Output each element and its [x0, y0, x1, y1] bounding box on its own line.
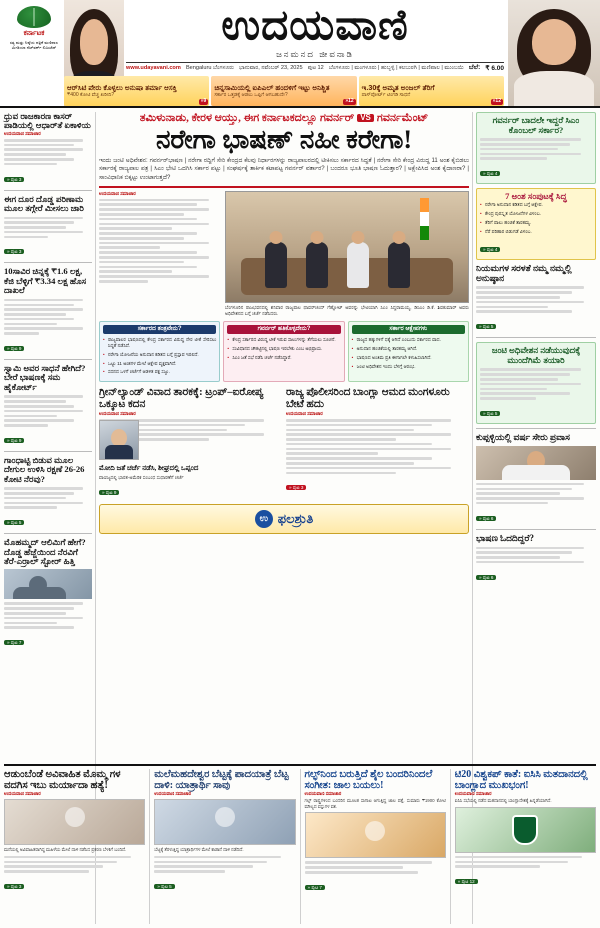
- promo-sub: ₹400 ಕೋಟಿ ವೆಚ್ಚ ಖರೀದಿ?: [67, 91, 115, 98]
- continued-flag[interactable]: » ಪುಟ 12: [455, 879, 478, 884]
- lead-deck: ಇಂದು ಜಂಟಿ ಅಧಿವೇಶನ: ಗವರ್ನರ್‌ಭಾಷಣ | ನರೇಗಾ ರದ್ದಿಗೆ ಸೇರಿ ಕೇಂದ್ರದ ಕೆಲವು ನಿರ್ಧಾರಗಳನ್ನು ರಾಜ್ಯಪಾಲರದಲ್ಲಿ ಟೀಕಿಸಲು ಸರ್ಕಾರದ ಸಿದ್ಧತೆ | ನರೇಗಾ ಸೇರಿ ಕೇಂದ್ರ ವಿರುದ್ಧ 11 ಅಂಶ ಕೈಬಿಡಲು ಸರ್ಕಾರಕ್ಕೆ ರಾಜ್ಯಪಾಲ ಪತ್ರ | ಸಿಎಂ ಭೇಟಿ ಒದಗಿಸಿ ಸರ್ಕಾರ ಪಟ್ಟು | ಸಂಘರ್ಷಕ್ಕೆ ತಾರ್ಕಿಕ ಕಟಾಪಟ್ಟ ಗವರ್ನರ್ ವರ್ತಾರ? | ಬಂದರೂ ಭೂತಿ ಭಾಷಣ ಓದುತ್ತಾರ? | ಅಕ್ಷೇಪಿಸಿದ ಅಂಶ ಕೈದಾಣರಾ? | ಸಾಂವಿಧಾನಿಕ ಬಿಕ್ಕಟ್ಟು ಉಂಟಾಗುತ್ತದೆ?: [99, 158, 469, 181]
- promo-card-3[interactable]: [359, 76, 504, 106]
- portrait-photo: [99, 420, 139, 460]
- masthead: [0, 0, 600, 108]
- story-headline: ಮೊಹಮ್ಮದ್ ಆಲಿಮಿಗೆ ಹೇಗೆ? ದೊಡ್ಡ ಹೆಜ್ಜೆಯಿಂದ ನೆರವಿಗೆ ತೆರೆ-ಎರ್ರಾಲ್ ಸ್ಟೋರ್ ಹಿತ್ತಿ: [4, 537, 86, 567]
- secondary-story-left[interactable]: [99, 387, 282, 498]
- story-headline: ರಾಜ್ಯ ಪೊಲೀಸರಿಂದ ಬಾಂಗ್ಲಾ ಆಮದ ಮಂಗಳೂರು ಬೇಟೆ ಹದು: [286, 387, 450, 411]
- right-box-2[interactable]: [476, 112, 596, 184]
- continued-flag[interactable]: » ಪುಟ 9: [99, 490, 119, 495]
- story-headline: ಗಾಂಧಾಟ್ಟಿ ಬಿಡುವ ಮೂಲ ದೇಗುಲ ಉಳಿಸಿ ರಕ್ಷಣೆ 26-26 ಕೋಟಿ ನೆರವು?: [4, 454, 85, 484]
- box-bullet: • ಅನುದಾನ ಹಂಚಿಕೆಯಲ್ಲಿ ತಾರತಮ್ಯ ಆಗಿದೆ.: [352, 346, 465, 352]
- story-subheadline: ಮೋದಿ ಜತೆ ಚರ್ಚೆ ನಡೆಸಿ, ಶೀಘ್ರದಲ್ಲಿ ಒಪ್ಪಂದ: [99, 463, 199, 472]
- lead-kicker-left: ತಮಿಳುನಾಡು, ಕೇರಳ ಆಯ್ತು, ಈಗ ಕರ್ನಾಟಕದಲ್ಲೂ ಗವರ್ನರ್: [139, 112, 355, 124]
- promo-sub: ಪಾಸ್‌ಪೋರ್ಟ್ ಟಿಂಗಡಿ ಸಾಧನೆ: [361, 91, 411, 98]
- publication-date: ಭಾನುವಾರ, ನವೆಂಬರ್ 23, 2025: [239, 64, 303, 71]
- story-byline: ಉದಯವಾಣಿ ಸಮಾಚಾರ: [454, 791, 492, 796]
- masthead-meta: [126, 64, 504, 72]
- vs-badge: VS: [357, 114, 374, 123]
- column-rule: [300, 769, 301, 924]
- page-count: ಪುಟ 12: [307, 64, 324, 71]
- right-box-1[interactable]: [476, 188, 596, 260]
- continued-flag[interactable]: » ಪುಟ 9: [4, 438, 24, 443]
- story-byline: ಉದಯವಾಣಿ ಸಮಾಚಾರ: [304, 791, 342, 796]
- promo-page-flag[interactable]: »9: [200, 98, 207, 105]
- analysis-boxes: [99, 321, 469, 383]
- edition-label: Bengaluru ಬೆಂಗಳೂರು: [185, 64, 234, 71]
- story-note: ಐಸಿಸಿ ಸಭೆಯಲ್ಲಿ ನಡೆದ ಮತದಾನದಲ್ಲಿ ಬಾಂಗ್ಲಾದೇಶಕ್ಕೆ ಹಿನ್ನಡೆಯಾಗಿದೆ.: [454, 798, 552, 803]
- box-bullet: • ಕೇಂದ್ರ ಸರ್ಕಾರದ ವಿರುದ್ಧ ಟೀಕೆ ಇರುವ ಸಾಲುಗಳನ್ನು ತೆಗೆಯಲು ಸೂಚನೆ.: [227, 337, 340, 343]
- box-bullet: • ಭಾಷಣದ ಅಂತಿಮ ಪ್ರತಿ ಈಗಾಗಲೇ ಕಳುಹಿಸಲಾಗಿದೆ.: [352, 355, 465, 361]
- left-story-3[interactable]: [4, 267, 92, 355]
- paper-title: ಉದಯವಾಣಿ: [221, 3, 409, 49]
- left-story-5[interactable]: [4, 456, 92, 529]
- box-bullet: • ನರೇಗಾ ಯೋಜನೆಯ ಅನುದಾನ ಕಡಿತದ ಬಗ್ಗೆ ಪ್ರಸ್ತಾಪ ಇರಲಿದೆ.: [103, 352, 216, 358]
- leaf-icon: [17, 6, 51, 28]
- bottom-stories-row: [4, 764, 596, 924]
- lead-kicker-right: ಗವರ್ನಮೆಂಟ್: [376, 112, 429, 124]
- box-title: ಸರ್ಕಾರದ ತಂತ್ರವೇನು?: [103, 325, 216, 334]
- story-photo: [154, 799, 295, 845]
- story-headline: ಧ್ರುವ ರಾಜಕಾರಣ ಕಾಸರ್ ಪಾಡಿಯಲ್ಲಿ ಆಧಾರ್‌ತೆ ಏಕಾಳಿಯ: [4, 111, 91, 131]
- divider: [4, 262, 92, 263]
- publisher-logo: [6, 6, 62, 68]
- box-bullet: • ಕೇಂದ್ರ ಪುರಸ್ಕೃತ ಯೋಜನೆಗಳ ವಿಳಂಬ.: [480, 211, 592, 217]
- box-title: 7 ಅಂಶ ಸಂಪುಟಕ್ಕೆ ಸಿದ್ಧ: [505, 191, 567, 202]
- divider: [476, 529, 596, 530]
- bottom-story-2[interactable]: [154, 769, 295, 924]
- divider: [4, 359, 92, 360]
- box-bullet: • ರಾಜ್ಯದ ಹಕ್ಕುಗಳಿಗೆ ಧಕ್ಕೆ ಆಗಿದೆ ಎಂಬುದು ಸರ್ಕಾರದ ವಾದ.: [352, 337, 465, 343]
- divider: [476, 428, 596, 429]
- story-note: ಗಲ್ಫ್ ರಾಷ್ಟ್ರಗಳಿಂದ ಬಂದರಿನ ಮೂಲಕ ಸಾಗಾಟ ಆಗುತ್ತಿದ್ದ ಜಾಲ ಪತ್ತೆ. ಸುಮಾರು ₹1900 ಕೋಟಿ ಮೌಲ್ಯದ ವಸ್ತುಗಳ ವಶ.: [304, 798, 446, 809]
- logo-state-label: ಕರ್ನಾಟಕ: [23, 30, 45, 37]
- continued-flag[interactable]: » ಪುಟ 4: [480, 171, 500, 176]
- divider: [476, 337, 596, 338]
- lead-kicker: [99, 112, 469, 124]
- left-story-6[interactable]: [4, 538, 92, 649]
- divider: [4, 451, 92, 452]
- udayavani-logo-icon: ಉ: [255, 510, 273, 528]
- right-story-3[interactable]: [476, 264, 596, 333]
- story-body: [4, 602, 92, 629]
- story-body: [4, 217, 92, 239]
- story-byline: ಉದಯವಾಣಿ ಸಮಾಚಾರ: [4, 791, 41, 796]
- box-title: ಗವರ್ನರ್ ಹತಿಕೊಳ್ಳದೇನು?: [227, 325, 340, 334]
- story-byline: ಉದಯವಾಣಿ ಸಮಾಚಾರ: [286, 410, 323, 416]
- edition-cities: ಬೆಂಗಳೂರು | ಮಂಗಳೂರು | ಹುಬ್ಬಳ್ಳಿ | ಕಲಬುರಗಿ | ಮಣಿಪಾಲ | ಮುಂಬಯಿ: [328, 64, 464, 71]
- story-photo: [4, 569, 92, 599]
- red-separator: [99, 186, 469, 188]
- promo-page-flag[interactable]: »12: [345, 98, 354, 105]
- continued-flag[interactable]: » ಪುಟ 3: [286, 485, 306, 490]
- box-title: ಜಂಟಿ ಅಧಿವೇಶನ ನಡೆಯುವುದಕ್ಕೆ ಮುಂದೆಗಿಮೆ ತಯಾರಿ: [491, 345, 581, 365]
- story-note: ವಾಣಿಜ್ಯದಲ್ಲಿ ಭಾರತ-ಅಮೆರಿಕ ಸಂಬಂಧ ಸುಧಾರಣೆಗೆ ಚರ್ಚೆ: [99, 474, 184, 480]
- secondary-stories: [99, 387, 469, 498]
- story-byline: ಉದಯವಾಣಿ ಸಮಾಚಾರ: [4, 130, 41, 136]
- continued-flag[interactable]: » ಪುಟ 3: [4, 177, 24, 182]
- promo-card-1[interactable]: [64, 76, 209, 106]
- continued-flag[interactable]: » ಪುಟ 9: [4, 346, 24, 351]
- box-bullet: • ನೆರೆ ಪರಿಹಾರ ಬಿಡುಗಡೆ ವಿಳಂಬ.: [480, 229, 592, 235]
- brand-promo-strip[interactable]: [99, 504, 469, 534]
- promo-headline: ಚಿನ್ನಸಾಮಿಯಲ್ಲಿ ಐಪಿಎಲ್ ಹಂದಳಿಗೆ ಇಟ್ಟು ಅನಿಶ್ಚಿತ: [214, 82, 330, 92]
- box-title: ಗವರ್ನರ್ ಬಾದಲೇ ಇದ್ದರೆ ಸಿಎಂ ಕೊಂಬಲ್ ಸರ್ಕಾರ?: [492, 115, 580, 135]
- website-link[interactable]: www.udayavani.com: [126, 65, 181, 71]
- divider: [4, 190, 92, 191]
- story-body: [4, 487, 92, 509]
- paper-tagline: ಜನಮನದ ಜೀವನಾಡಿ: [276, 49, 354, 60]
- right-story-5[interactable]: [476, 433, 596, 525]
- continued-flag[interactable]: » ಪುಟ 7: [305, 885, 325, 890]
- story-photo: [455, 807, 596, 853]
- promo-page-flag[interactable]: »12: [492, 98, 501, 105]
- bottom-story-1[interactable]: [4, 769, 145, 924]
- price-value: ₹ 6.00: [485, 65, 504, 72]
- lead-headline: ನರೇಗಾ ಭಾಷಣ್ ನಹೀ ಕರೇಗಾ!: [155, 125, 413, 155]
- story-photo: [4, 799, 145, 845]
- continued-flag[interactable]: » ಪುಟ 4: [480, 247, 500, 252]
- continued-flag[interactable]: » ಪುಟ 5: [4, 520, 24, 525]
- story-note: ಬೆಟ್ಟಕ್ಕೆ ತೆರಳುತ್ತಿದ್ದ ಯಾತ್ರಾರ್ಥಿಗಳ ಮೇಲೆ ಕಾಡಾನೆ ದಾಳಿ ನಡೆದಿದೆ.: [154, 847, 244, 852]
- promo-strip: [64, 76, 504, 106]
- masthead-divider: [126, 62, 504, 63]
- right-advert-model-photo: [508, 0, 600, 108]
- analysis-box-1[interactable]: [99, 321, 220, 383]
- bottom-story-4[interactable]: [455, 769, 596, 924]
- promo-sub: ಸರ್ಕಾರ ಒತ್ತಡಕ್ಕೆ ಆಡಲು ಒಪ್ಪಿಗೆ ಆಗಬಹುದೇ?: [214, 91, 288, 98]
- story-body: [4, 395, 92, 426]
- box-bullet: • ನರೇಗಾ ಅನುದಾನ ಕಡಿತದ ಬಗ್ಗೆ ಆಕ್ಷೇಪ.: [480, 202, 592, 208]
- story-headline: ಟಿ20 ವಿಶ್ವಕಪ್ ಕಾತೆ: ಐಸಿಸಿ ಮತದಾನದಲ್ಲಿ ಬಾಂಗ್ಲಾದ ಮುಖಭಂಗ!: [454, 769, 588, 791]
- story-headline: ಭಾಷಣ ಓದದಿದ್ದರೆ?: [476, 532, 535, 543]
- story-note: ಮನೆಯಲ್ಲಿ ಅವಿವಾಹಿತರಾಗಿದ್ದ ಮಹಿಳೆಯ ಮೇಲೆ ದಾಳಿ ನಡೆಸಿದ ಪ್ರಕರಣ ಬೆಳಕಿಗೆ ಬಂದಿದೆ.: [4, 847, 127, 852]
- box-bullet: • ತೆರಿಗೆ ಪಾಲು ಹಂಚಿಕೆ ತಾರತಮ್ಯ.: [480, 220, 592, 226]
- story-headline: ಗಲ್ಫ್‌ನಿಂದ ಬರುತ್ತಿದೆ ಶೈಲ ಬಂದರಿನಿಂದಲೆ ಸಂಗೀತ: ಜಾಲ ಬಯಲು!: [304, 769, 433, 791]
- continued-flag[interactable]: » ಪುಟ 7: [4, 640, 24, 645]
- box-bullet: • ಒಟ್ಟು 11 ಅಂಶಗಳ ಮೇಲೆ ಆಕ್ಷೇಪ ವ್ಯಕ್ತವಾಗಿದೆ.: [103, 361, 216, 367]
- left-story-1[interactable]: [4, 112, 92, 186]
- column-rule: [149, 769, 150, 924]
- story-headline: ನಿಯಮಗಳ ಸರಳತೆ ನಮ್ಮ ನಮ್ಮಲ್ಲಿ ಅನುಷ್ಠಾನ: [476, 262, 572, 283]
- lead-photo-caption: ಬೆಂಗಳೂರಿನ ರಾಜಭವನದಲ್ಲಿ ಶನಿವಾರ ರಾಜ್ಯಪಾಲ ಥಾವರ್‌ಚಂದ್ ಗೆಹ್ಲೋಟ್ ಅವರನ್ನು ಭೇಟಿಯಾಗಿ ಸಿಎಂ ಸಿದ್ದರಾಮಯ್ಯ, ಡಿಸಿಎಂ ಡಿ.ಕೆ. ಶಿವಕುಮಾರ್ ಅವರು ಅಧಿವೇಶನದ ಬಗ್ಗೆ ಚರ್ಚೆ ನಡೆಸಿದರು.: [225, 304, 469, 316]
- story-headline: ಆಡುಂಬೆಂಡೆ ಅವಿವಾಹಿತ ಮೊಮ್ಮ ಗಳ ವದಗಿಸ ಇಬು ಮರ್ಯಾದಾ ಹತ್ಯೆ!: [4, 769, 121, 791]
- promo-headline: ಇ.30ಕ್ಕೆ ಅಮೃತ ಅಂಜಲ್ ತೆರಿಗೆ: [361, 82, 435, 92]
- lead-photo: [225, 191, 469, 303]
- price-label: ಬೆಲೆ:: [468, 64, 481, 71]
- continued-flag[interactable]: » ಪುಟ 6: [476, 575, 496, 580]
- story-photo: [305, 812, 446, 858]
- india-flag-icon: [420, 198, 429, 240]
- story-body: [4, 299, 92, 335]
- left-story-4[interactable]: [4, 364, 92, 447]
- continued-flag[interactable]: » ಪುಟ 3: [4, 884, 24, 889]
- story-byline: ಉದಯವಾಣಿ ಸಮಾಚಾರ: [99, 410, 136, 416]
- lead-story-text: [99, 191, 221, 317]
- story-headline: 10ಸಾವಿರ ಚಿನ್ನಕ್ಕೆ ₹1.6 ಲಕ್ಷ, ಕೆಜಿ ಬೆಳ್ಳಿಗೆ ₹3.34 ಲಕ್ಷ ಹೊಸ ದಾಖಲೆ: [4, 266, 87, 296]
- box-bullet: • ಸದನದ ಒಳಗೆ ಚರ್ಚೆಗೆ ಆಡಳಿತ ಪಕ್ಷ ಸಜ್ಜು.: [103, 369, 216, 375]
- analysis-box-3[interactable]: [348, 321, 469, 383]
- box-bullet: • ರಾಜ್ಯಪಾಲರ ಭಾಷಣದಲ್ಲಿ ಕೇಂದ್ರ ಸರ್ಕಾರದ ವಿರುದ್ಧ ನೇರ ಟೀಕೆ ಸೇರಿಸಲು ಸಿದ್ಧತೆ ನಡೆಸಿದೆ.: [103, 337, 216, 349]
- secondary-story-right[interactable]: [286, 387, 469, 498]
- story-headline: ಮಲೆಮಹದೇಶ್ವರ ಬೆಟ್ಟಕ್ಕೆ ಪಾದಯಾತ್ರೆ ಬೆಟ್ಟ ದಾಳಿ: ಯಾತ್ರಾರ್ಥಿ ಸಾವು: [154, 769, 289, 791]
- continued-flag[interactable]: » ಪುಟ 5: [476, 324, 496, 329]
- brand-promo-text: ಫಲಶ್ರುತಿ: [277, 510, 314, 526]
- logo-subtitle: ಸತ್ಯ ಮತ್ತು ನಿಷ್ಠೆಯ ಪತ್ರಿಕೆ ಮಣಿಪಾಲ ಮೀಡಿಯಾ ನೆಟ್‌ವರ್ಕ್ ಲಿಮಿಟೆಡ್: [9, 40, 59, 51]
- right-story-6[interactable]: [476, 534, 596, 584]
- column-rule: [450, 769, 451, 924]
- story-photo: [476, 446, 596, 480]
- promo-card-2[interactable]: [211, 76, 356, 106]
- right-box-4[interactable]: [476, 342, 596, 424]
- box-bullet: • ಜಂಟಿ ಅಧಿವೇಶನ ಇಂದು ಬೆಳಗ್ಗೆ ಆರಂಭ.: [352, 364, 465, 370]
- team-crest-icon: [512, 815, 538, 845]
- story-body: [4, 139, 92, 166]
- story-headline: ಸ್ವಾಮಿ ಅವರ ಸಾಧನೆ ಹೇಗಿದೆ? ಬೇರೆ ಭಾಷಣಕ್ಕೆ ಸಮ ಹೈಕೋರ್ಟ್: [4, 363, 86, 392]
- left-story-2[interactable]: [4, 195, 92, 259]
- promo-headline: ಆರ್‌ಸಿಟಿ ಪೇರು ಕೊಳ್ಳಲು ಅನುಷಾ ತರ್ಮಾ ಆಸಕ್ತಿ: [67, 82, 177, 92]
- lead-byline: ಉದಯವಾಣಿ ಸಮಾಚಾರ: [99, 190, 136, 196]
- box-bullet: • ಸಿಎಂ ಜತೆ ಸಭೆ ನಡೆಸಿ ಚರ್ಚೆ ನಡೆಸಿದ್ದಾರೆ.: [227, 355, 340, 361]
- divider: [4, 533, 92, 534]
- story-headline: ಕುಪ್ಪಳ್ಳಿಯಲ್ಲಿ ವರ್ಷ ಸೇರು ಪ್ರವಾಸ: [476, 431, 570, 442]
- continued-flag[interactable]: » ಪುಟ 5: [480, 411, 500, 416]
- box-title: ಸರ್ಕಾರ ಆಕ್ಷೇಪಗಳು: [352, 325, 465, 334]
- masthead-title-block: [126, 4, 504, 60]
- story-headline: ಗ್ರೀನ್‌ಲ್ಯಾಂಡ್ ವಿವಾದ ತಾರಕಕ್ಕೆ: ಟ್ರಂಪ್–ಐರೋಪ್ಯ ಒಕ್ಕೂಟ ಕದನ: [99, 387, 264, 411]
- continued-flag[interactable]: » ಪುಟ 5: [154, 884, 174, 889]
- bottom-story-3[interactable]: [305, 769, 446, 924]
- continued-flag[interactable]: » ಪುಟ 3: [4, 249, 24, 254]
- box-bullet: • ಸಂವಿಧಾನದ ಚೌಕಟ್ಟಿನಲ್ಲಿ ಭಾಷಣ ಇರಬೇಕು ಎಂಬ ಅಭಿಪ್ರಾಯ.: [227, 346, 340, 352]
- story-headline: ಈಗ ದೂರ ದೊಡ್ಡ ಪರಿಣಾಮ ಮೂಲ ತಗ್ಗೇರೆ ಮೀಸಲು ಜಾರಿ: [4, 193, 84, 214]
- story-byline: ಉದಯವಾಣಿ ಸಮಾಚಾರ: [154, 791, 192, 796]
- continued-flag[interactable]: » ಪುಟ 6: [476, 516, 496, 521]
- analysis-box-2[interactable]: [223, 321, 344, 383]
